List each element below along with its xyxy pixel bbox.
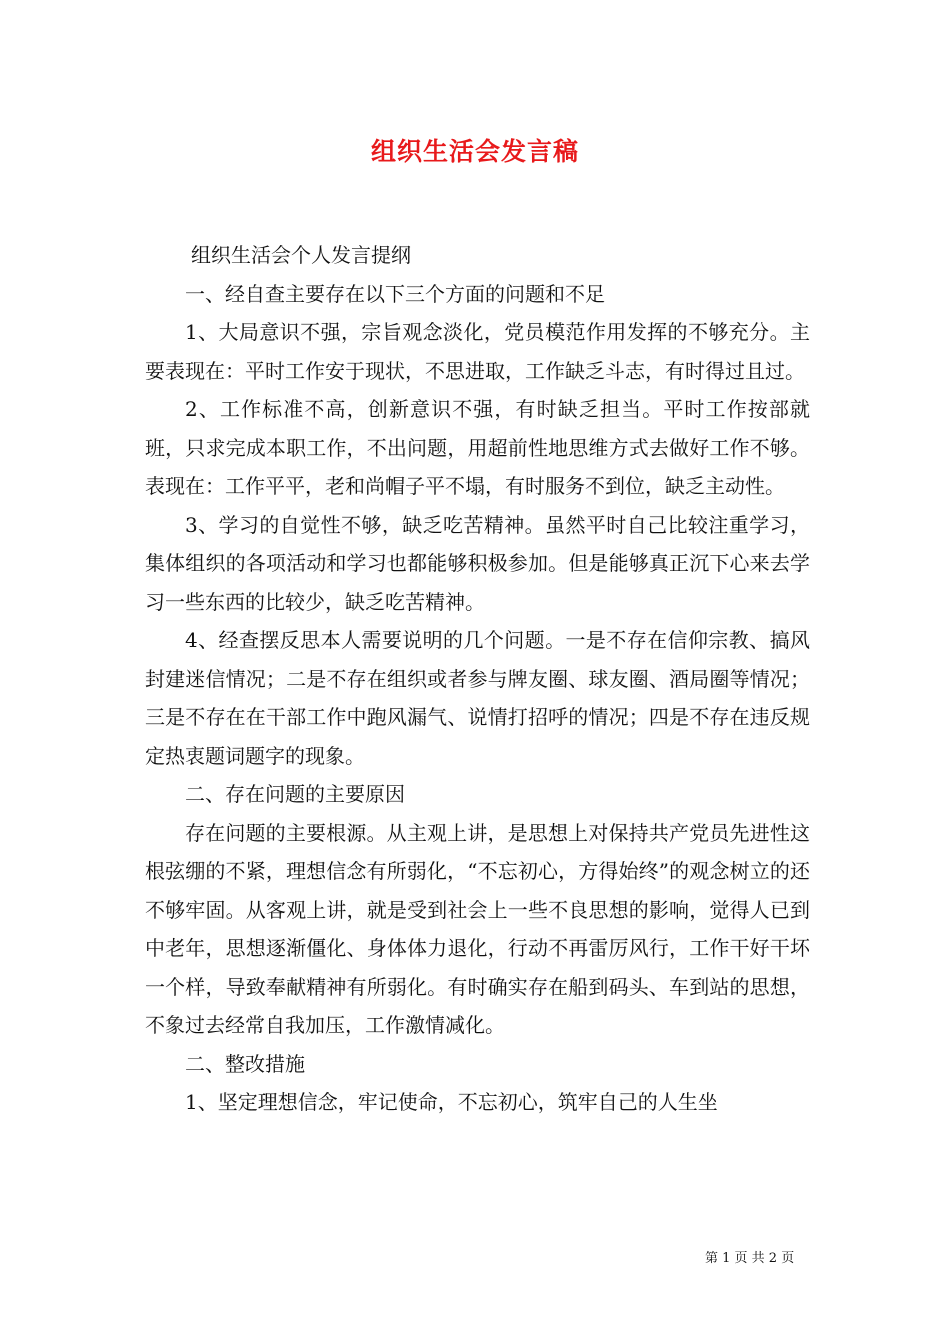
section-heading-problems: 一、经自查主要存在以下三个方面的问题和不足: [185, 281, 605, 306]
problem-item-3: 3、学习的自觉性不够，缺乏吃苦精神。虽然平时自己比较注重学习，集体组织的各项活动和学习也都能够积极参加。但是能够真正沉下心来去学习一些东西的比较少，缺乏吃苦精神。: [145, 512, 810, 614]
document-body: [145, 236, 810, 1122]
page-number-footer: 第 1 页 共 2 页: [705, 1251, 795, 1266]
section-heading-measures: 二、整改措施: [185, 1051, 305, 1076]
outline-heading: 组织生活会个人发言提纲: [191, 243, 411, 267]
measure-item-1: 1、坚定理想信念，牢记使命，不忘初心，筑牢自己的人生坐: [185, 1090, 718, 1114]
problem-item-2: 2、工作标准不高，创新意识不强，有时缺乏担当。平时工作按部就班，只求完成本职工作，不出问题，用超前性地思维方式去做好工作不够。表现在：工作平平，老和尚帽子平不塌，有时服务不到位，缺乏主动性。: [145, 397, 810, 498]
document-title: 组织生活会发言稿: [370, 137, 579, 166]
section-heading-causes: 二、存在问题的主要原因: [185, 782, 405, 806]
problem-item-4: 4、经查摆反思本人需要说明的几个问题。一是不存在信仰宗教、搞风封建迷信情况；二是不存在组织或者参与牌友圈、球友圈、酒局圈等情况；三是不存在在干部工作中跑风漏气、说情打招呼的情况；四是不存在违反规定热衷题词题字的现象。: [145, 628, 810, 768]
causes-paragraph: 存在问题的主要根源。从主观上讲，是思想上对保持共产党员先进性这根弦绷的不紧，理想信念有所弱化，“不忘初心，方得始终”的观念树立的还不够牢固。从客观上讲，就是受到社会上一些不良思想的影响，觉得人已到中老年，思想逐渐僵化、身体体力退化，行动不再雷厉风行，工作干好干坏一个样，导致奉献精神有所弱化。有时确实存在船到码头、车到站的思想，不象过去经常自我加压，工作激情减化。: [145, 820, 810, 1037]
problem-item-1: 1、大局意识不强，宗旨观念淡化，党员模范作用发挥的不够充分。主要表现在：平时工作安于现状，不思进取，工作缺乏斗志，有时得过且过。: [145, 320, 810, 383]
